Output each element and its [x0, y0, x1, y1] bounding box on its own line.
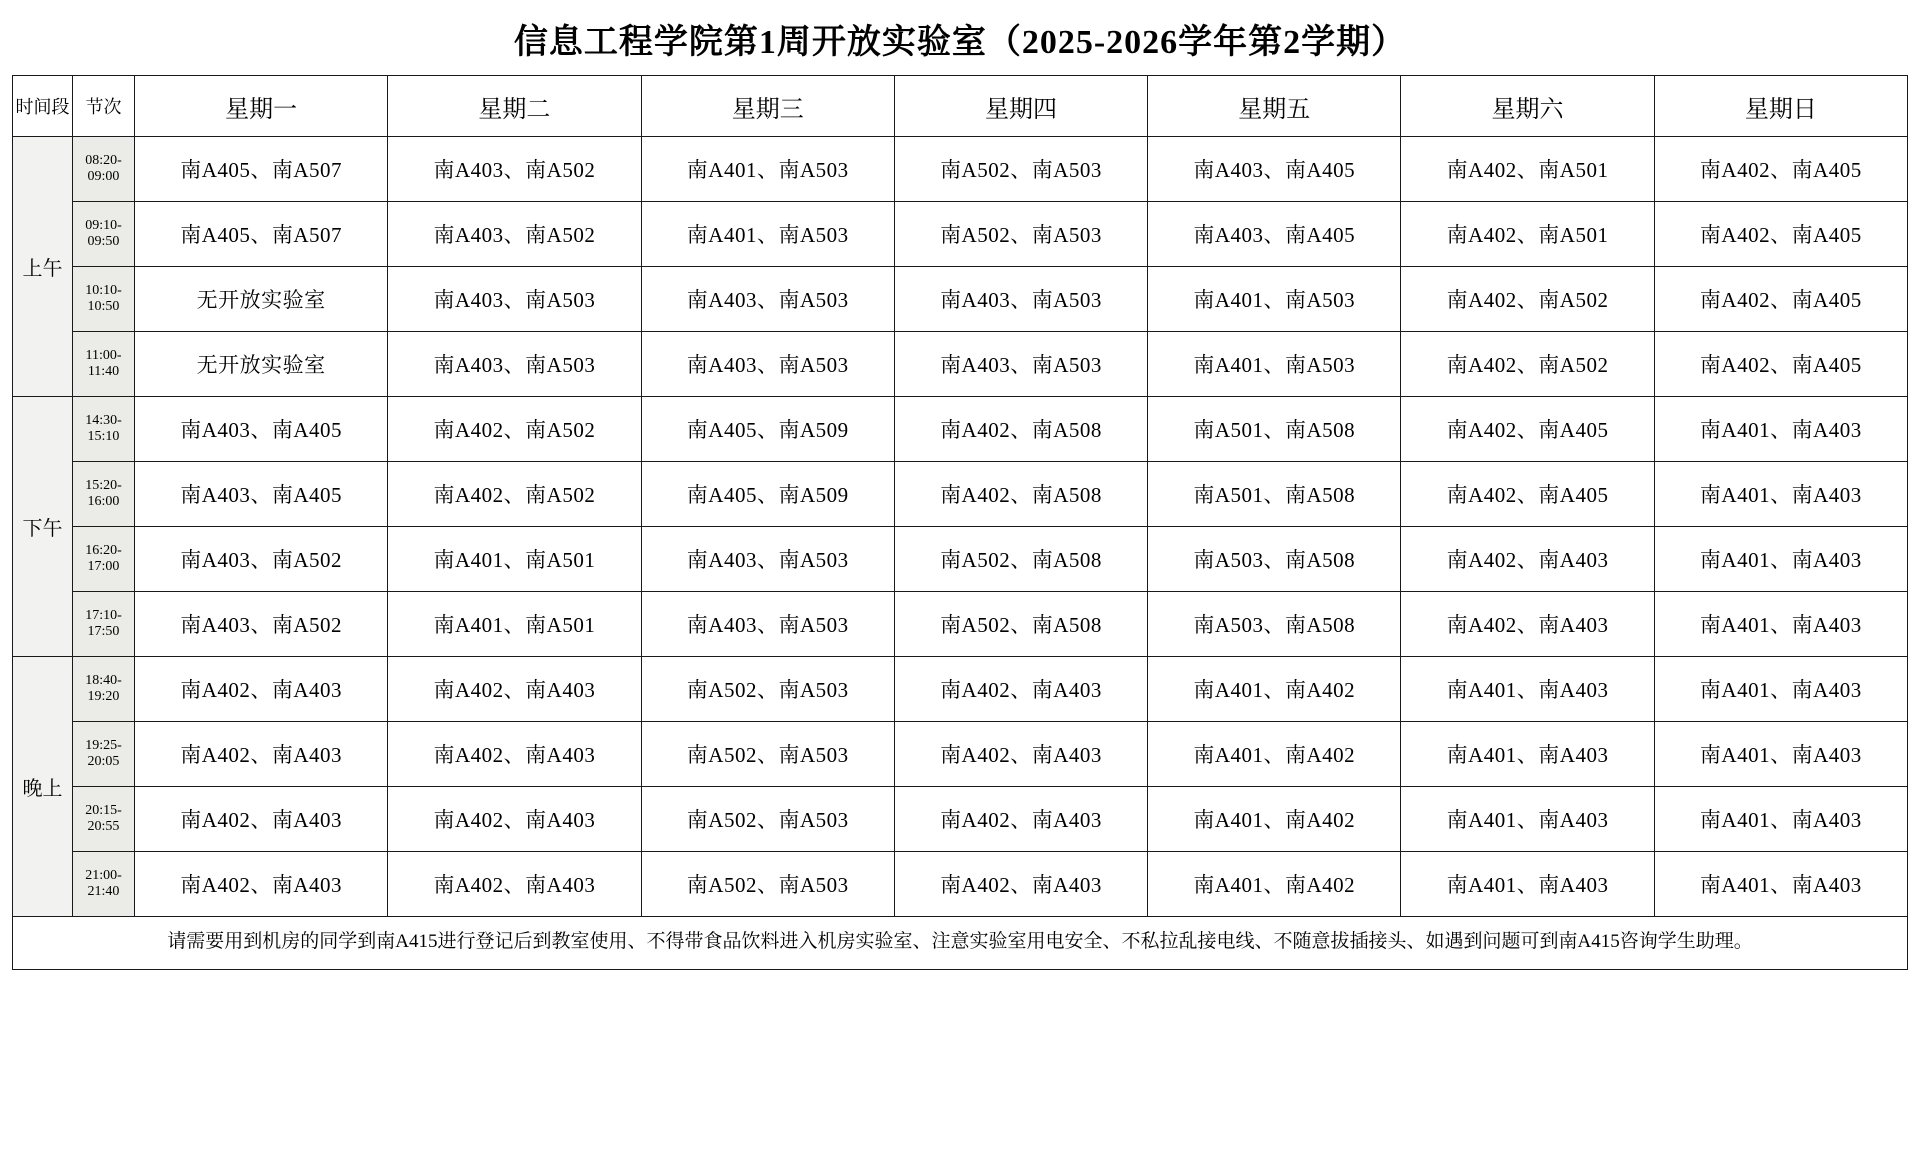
session-time: 09:10- 09:50 [73, 202, 135, 267]
session-time: 15:20- 16:00 [73, 462, 135, 527]
schedule-cell: 南A401、南A402 [1148, 852, 1401, 917]
schedule-cell: 南A403、南A502 [135, 592, 388, 657]
session-time: 11:00- 11:40 [73, 332, 135, 397]
schedule-cell: 南A402、南A403 [894, 657, 1147, 722]
col-header-wednesday: 星期三 [641, 76, 894, 137]
table-row [13, 722, 1908, 787]
schedule-cell: 南A401、南A503 [1148, 332, 1401, 397]
schedule-cell: 南A402、南A403 [388, 787, 641, 852]
col-header-friday: 星期五 [1148, 76, 1401, 137]
schedule-cell: 南A502、南A503 [641, 787, 894, 852]
schedule-cell: 南A403、南A503 [894, 332, 1147, 397]
col-header-time-period: 时间段 [13, 76, 73, 137]
schedule-cell: 南A403、南A503 [641, 332, 894, 397]
schedule-cell: 南A402、南A403 [135, 787, 388, 852]
schedule-cell: 南A502、南A503 [894, 202, 1147, 267]
schedule-cell: 南A403、南A405 [1148, 137, 1401, 202]
schedule-cell: 南A403、南A502 [388, 202, 641, 267]
schedule-cell: 南A401、南A403 [1654, 592, 1907, 657]
schedule-cell: 南A401、南A403 [1401, 852, 1654, 917]
schedule-cell: 南A401、南A403 [1654, 462, 1907, 527]
table-row [13, 332, 1908, 397]
table-row [13, 397, 1908, 462]
schedule-cell: 南A402、南A502 [1401, 332, 1654, 397]
schedule-cell: 南A402、南A502 [1401, 267, 1654, 332]
schedule-cell: 南A405、南A507 [135, 202, 388, 267]
schedule-cell: 南A402、南A405 [1654, 267, 1907, 332]
schedule-cell: 南A402、南A403 [1401, 592, 1654, 657]
table-row [13, 202, 1908, 267]
col-header-tuesday: 星期二 [388, 76, 641, 137]
schedule-cell: 南A401、南A403 [1654, 722, 1907, 787]
schedule-cell: 南A503、南A508 [1148, 592, 1401, 657]
schedule-cell: 南A502、南A508 [894, 527, 1147, 592]
schedule-cell: 南A402、南A403 [135, 722, 388, 787]
schedule-cell: 无开放实验室 [135, 267, 388, 332]
session-time: 18:40- 19:20 [73, 657, 135, 722]
schedule-cell: 南A402、南A501 [1401, 137, 1654, 202]
schedule-cell: 南A503、南A508 [1148, 527, 1401, 592]
schedule-cell: 南A401、南A501 [388, 592, 641, 657]
schedule-cell: 南A402、南A405 [1401, 397, 1654, 462]
col-header-session: 节次 [73, 76, 135, 137]
session-time: 10:10- 10:50 [73, 267, 135, 332]
table-body [13, 137, 1908, 917]
schedule-cell: 南A402、南A405 [1401, 462, 1654, 527]
schedule-cell: 南A402、南A405 [1654, 202, 1907, 267]
table-row [13, 462, 1908, 527]
table-row [13, 527, 1908, 592]
session-time: 17:10- 17:50 [73, 592, 135, 657]
schedule-cell: 南A402、南A403 [894, 852, 1147, 917]
session-time: 19:25- 20:05 [73, 722, 135, 787]
session-time: 14:30- 15:10 [73, 397, 135, 462]
schedule-cell: 南A402、南A508 [894, 462, 1147, 527]
schedule-cell: 南A403、南A502 [388, 137, 641, 202]
col-header-thursday: 星期四 [894, 76, 1147, 137]
schedule-cell: 南A403、南A405 [135, 462, 388, 527]
period-label: 上午 [13, 137, 73, 397]
schedule-cell: 南A401、南A402 [1148, 722, 1401, 787]
schedule-cell: 南A401、南A503 [641, 137, 894, 202]
table-row [13, 267, 1908, 332]
schedule-cell: 南A403、南A405 [1148, 202, 1401, 267]
table-row [13, 787, 1908, 852]
schedule-cell: 无开放实验室 [135, 332, 388, 397]
schedule-cell: 南A402、南A501 [1401, 202, 1654, 267]
schedule-cell: 南A402、南A502 [388, 397, 641, 462]
period-label: 晚上 [13, 657, 73, 917]
schedule-cell: 南A403、南A503 [894, 267, 1147, 332]
schedule-cell: 南A402、南A403 [894, 722, 1147, 787]
schedule-table [12, 75, 1908, 917]
col-header-monday: 星期一 [135, 76, 388, 137]
footer-note: 请需要用到机房的同学到南A415进行登记后到教室使用、不得带食品饮料进入机房实验室、注意实验室用电安全、不私拉乱接电线、不随意拔插接头、如遇到问题可到南A415咨询学生助理。 [12, 917, 1908, 970]
schedule-cell: 南A401、南A402 [1148, 787, 1401, 852]
table-row [13, 852, 1908, 917]
session-time: 20:15- 20:55 [73, 787, 135, 852]
schedule-cell: 南A402、南A403 [135, 852, 388, 917]
schedule-cell: 南A403、南A503 [641, 592, 894, 657]
schedule-cell: 南A401、南A403 [1654, 787, 1907, 852]
session-time: 21:00- 21:40 [73, 852, 135, 917]
schedule-cell: 南A401、南A503 [641, 202, 894, 267]
schedule-cell: 南A401、南A403 [1654, 397, 1907, 462]
schedule-cell: 南A403、南A405 [135, 397, 388, 462]
schedule-cell: 南A402、南A403 [388, 722, 641, 787]
schedule-cell: 南A502、南A503 [641, 657, 894, 722]
schedule-cell: 南A502、南A503 [641, 722, 894, 787]
period-label: 下午 [13, 397, 73, 657]
schedule-cell: 南A402、南A502 [388, 462, 641, 527]
schedule-cell: 南A401、南A403 [1654, 852, 1907, 917]
schedule-cell: 南A402、南A403 [388, 852, 641, 917]
schedule-cell: 南A402、南A403 [388, 657, 641, 722]
table-row [13, 137, 1908, 202]
schedule-cell: 南A401、南A403 [1401, 787, 1654, 852]
table-header [13, 76, 1908, 137]
schedule-cell: 南A401、南A403 [1654, 527, 1907, 592]
schedule-cell: 南A501、南A508 [1148, 462, 1401, 527]
schedule-cell: 南A402、南A405 [1654, 137, 1907, 202]
table-row [13, 657, 1908, 722]
schedule-cell: 南A401、南A403 [1401, 657, 1654, 722]
page-title: 信息工程学院第1周开放实验室（2025-2026学年第2学期） [513, 24, 1407, 61]
schedule-cell: 南A502、南A503 [641, 852, 894, 917]
schedule-cell: 南A405、南A507 [135, 137, 388, 202]
schedule-cell: 南A402、南A403 [135, 657, 388, 722]
schedule-cell: 南A401、南A503 [1148, 267, 1401, 332]
col-header-saturday: 星期六 [1401, 76, 1654, 137]
schedule-cell: 南A402、南A405 [1654, 332, 1907, 397]
col-header-sunday: 星期日 [1654, 76, 1907, 137]
schedule-cell: 南A401、南A501 [388, 527, 641, 592]
schedule-cell: 南A403、南A502 [135, 527, 388, 592]
schedule-cell: 南A403、南A503 [388, 267, 641, 332]
schedule-cell: 南A402、南A403 [894, 787, 1147, 852]
schedule-cell: 南A401、南A402 [1148, 657, 1401, 722]
schedule-cell: 南A401、南A403 [1654, 657, 1907, 722]
schedule-cell: 南A403、南A503 [641, 527, 894, 592]
schedule-cell: 南A502、南A508 [894, 592, 1147, 657]
schedule-cell: 南A502、南A503 [894, 137, 1147, 202]
schedule-cell: 南A405、南A509 [641, 397, 894, 462]
schedule-cell: 南A401、南A403 [1401, 722, 1654, 787]
schedule-cell: 南A405、南A509 [641, 462, 894, 527]
session-time: 16:20- 17:00 [73, 527, 135, 592]
table-row [13, 592, 1908, 657]
schedule-cell: 南A501、南A508 [1148, 397, 1401, 462]
schedule-cell: 南A402、南A403 [1401, 527, 1654, 592]
schedule-cell: 南A403、南A503 [641, 267, 894, 332]
session-time: 08:20- 09:00 [73, 137, 135, 202]
schedule-cell: 南A402、南A508 [894, 397, 1147, 462]
schedule-cell: 南A403、南A503 [388, 332, 641, 397]
